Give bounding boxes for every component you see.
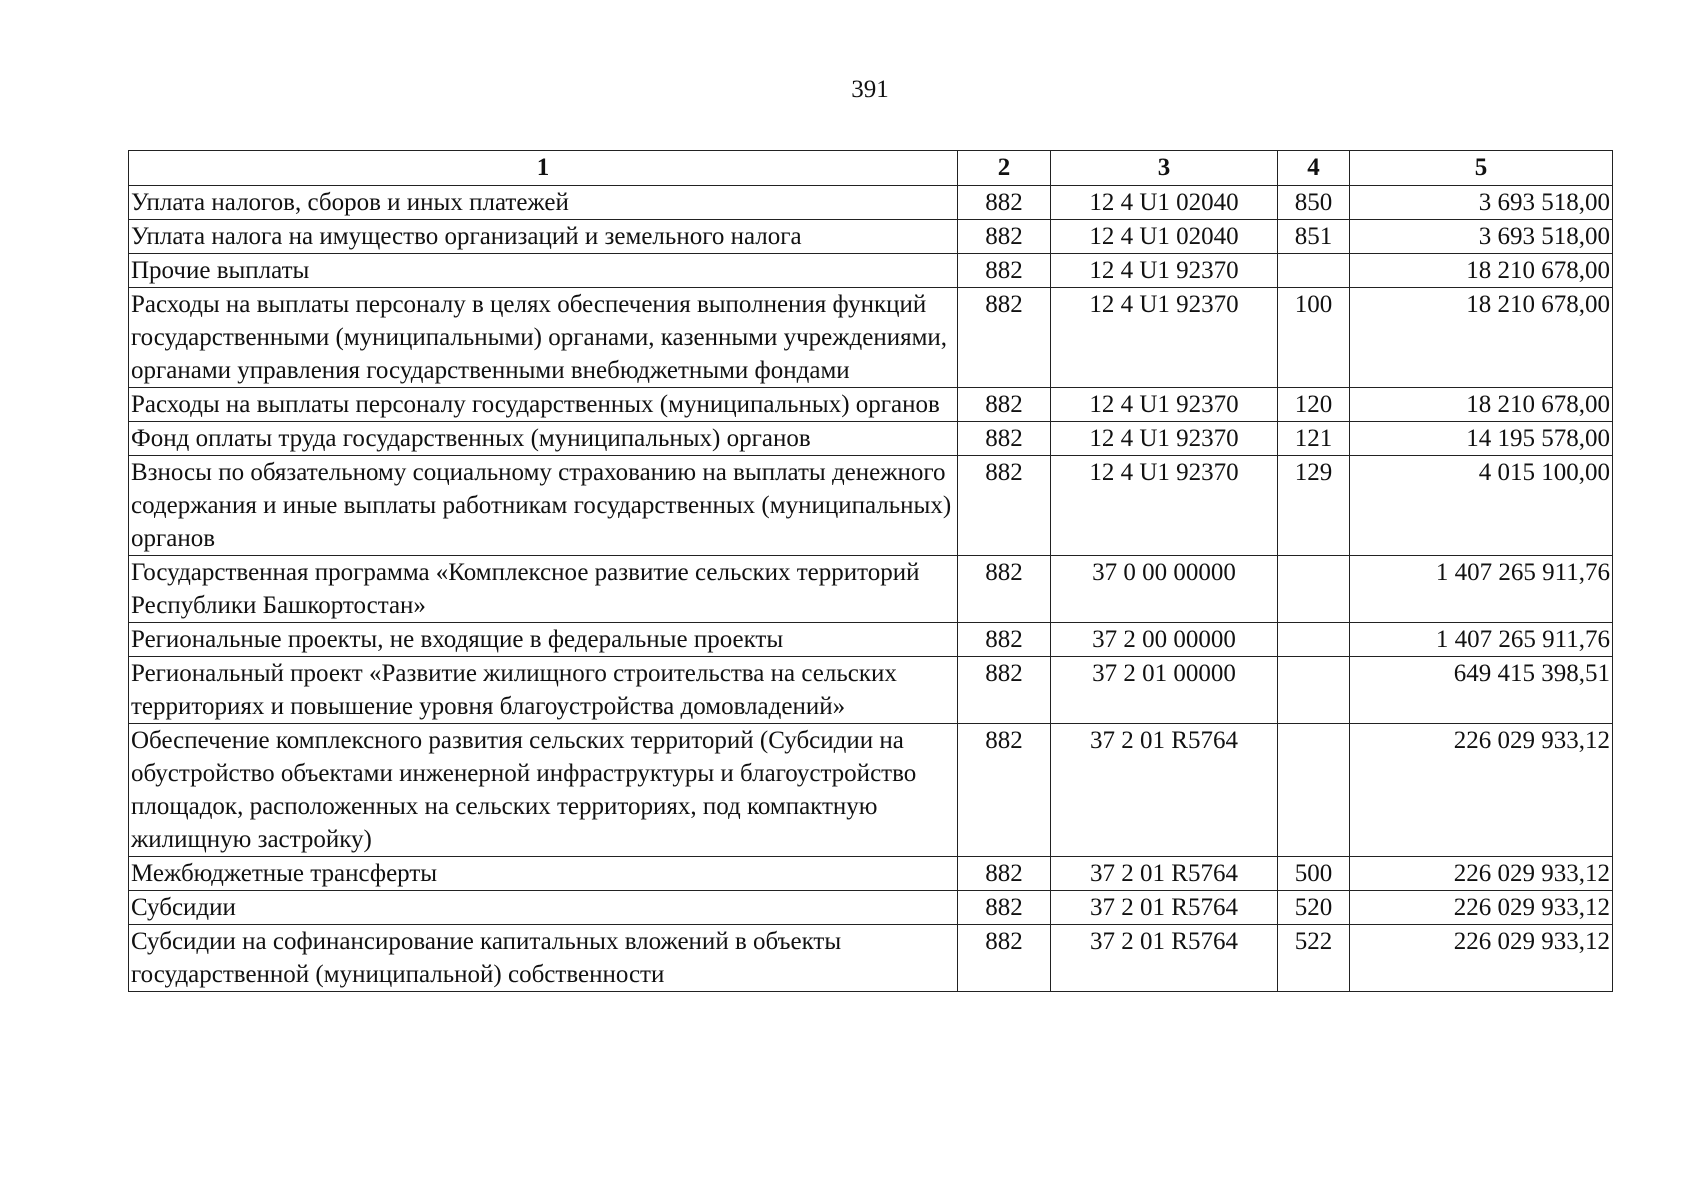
row-amount: 3 693 518,00 xyxy=(1350,220,1613,254)
row-name: Обеспечение комплексного развития сельских территорий (Субсидии на обустройство объектами инженерной инфраструктуры и благоустройство площадок, расположенных на сельских территориях, под компактную жилищную застройку) xyxy=(129,724,958,857)
row-department-code: 882 xyxy=(958,288,1051,388)
row-amount: 18 210 678,00 xyxy=(1350,388,1613,422)
row-department-code: 882 xyxy=(958,891,1051,925)
row-expense-type: 500 xyxy=(1278,857,1350,891)
table-row xyxy=(129,556,1613,623)
row-target-article: 37 2 01 00000 xyxy=(1051,657,1278,724)
row-expense-type: 100 xyxy=(1278,288,1350,388)
column-header-4: 4 xyxy=(1278,151,1350,186)
row-department-code: 882 xyxy=(958,857,1051,891)
row-expense-type: 520 xyxy=(1278,891,1350,925)
row-target-article: 37 2 01 R5764 xyxy=(1051,891,1278,925)
page-number: 391 xyxy=(851,76,889,103)
row-target-article: 12 4 U1 92370 xyxy=(1051,422,1278,456)
row-amount: 1 407 265 911,76 xyxy=(1350,623,1613,657)
row-name: Региональные проекты, не входящие в федеральные проекты xyxy=(129,623,958,657)
budget-table xyxy=(128,150,1613,992)
row-target-article: 12 4 U1 02040 xyxy=(1051,220,1278,254)
row-department-code: 882 xyxy=(958,220,1051,254)
row-expense-type: 120 xyxy=(1278,388,1350,422)
table-row xyxy=(129,657,1613,724)
row-target-article: 37 2 01 R5764 xyxy=(1051,857,1278,891)
row-target-article: 12 4 U1 02040 xyxy=(1051,186,1278,220)
row-name: Межбюджетные трансферты xyxy=(129,857,958,891)
row-department-code: 882 xyxy=(958,254,1051,288)
row-target-article: 12 4 U1 92370 xyxy=(1051,456,1278,556)
row-target-article: 12 4 U1 92370 xyxy=(1051,288,1278,388)
row-target-article: 37 2 01 R5764 xyxy=(1051,925,1278,992)
row-name: Расходы на выплаты персоналу в целях обеспечения выполнения функций государственными (муниципальными) органами, казенными учреждениями, органами управления государственными внебюджетными фондами xyxy=(129,288,958,388)
table-row xyxy=(129,724,1613,857)
row-amount: 226 029 933,12 xyxy=(1350,857,1613,891)
row-name: Региональный проект «Развитие жилищного строительства на сельских территориях и повышение уровня благоустройства домовладений» xyxy=(129,657,958,724)
table-row xyxy=(129,388,1613,422)
table-row xyxy=(129,422,1613,456)
row-name: Субсидии на софинансирование капитальных вложений в объекты государственной (муниципальной) собственности xyxy=(129,925,958,992)
row-expense-type xyxy=(1278,724,1350,857)
row-department-code: 882 xyxy=(958,556,1051,623)
row-name: Взносы по обязательному социальному страхованию на выплаты денежного содержания и иные выплаты работникам государственных (муниципальных) органов xyxy=(129,456,958,556)
row-expense-type xyxy=(1278,623,1350,657)
table-row xyxy=(129,623,1613,657)
row-department-code: 882 xyxy=(958,623,1051,657)
row-target-article: 37 2 00 00000 xyxy=(1051,623,1278,657)
row-amount: 14 195 578,00 xyxy=(1350,422,1613,456)
table-row xyxy=(129,891,1613,925)
row-target-article: 12 4 U1 92370 xyxy=(1051,388,1278,422)
row-target-article: 37 0 00 00000 xyxy=(1051,556,1278,623)
table-row xyxy=(129,254,1613,288)
row-name: Государственная программа «Комплексное развитие сельских территорий Республики Башкортостан» xyxy=(129,556,958,623)
row-department-code: 882 xyxy=(958,724,1051,857)
row-target-article: 37 2 01 R5764 xyxy=(1051,724,1278,857)
row-amount: 649 415 398,51 xyxy=(1350,657,1613,724)
row-name: Фонд оплаты труда государственных (муниципальных) органов xyxy=(129,422,958,456)
header-row xyxy=(129,151,1613,186)
column-header-1: 1 xyxy=(129,151,958,186)
row-expense-type: 129 xyxy=(1278,456,1350,556)
row-department-code: 882 xyxy=(958,186,1051,220)
row-department-code: 882 xyxy=(958,456,1051,556)
table-row xyxy=(129,220,1613,254)
row-name: Прочие выплаты xyxy=(129,254,958,288)
row-amount: 18 210 678,00 xyxy=(1350,288,1613,388)
row-name: Расходы на выплаты персоналу государственных (муниципальных) органов xyxy=(129,388,958,422)
row-amount: 18 210 678,00 xyxy=(1350,254,1613,288)
row-name: Уплата налога на имущество организаций и земельного налога xyxy=(129,220,958,254)
row-amount: 226 029 933,12 xyxy=(1350,891,1613,925)
row-amount: 1 407 265 911,76 xyxy=(1350,556,1613,623)
table-row xyxy=(129,186,1613,220)
row-department-code: 882 xyxy=(958,422,1051,456)
row-expense-type xyxy=(1278,657,1350,724)
table-row xyxy=(129,925,1613,992)
row-amount: 4 015 100,00 xyxy=(1350,456,1613,556)
row-expense-type xyxy=(1278,556,1350,623)
row-expense-type: 850 xyxy=(1278,186,1350,220)
row-expense-type xyxy=(1278,254,1350,288)
row-name: Субсидии xyxy=(129,891,958,925)
row-department-code: 882 xyxy=(958,925,1051,992)
row-expense-type: 851 xyxy=(1278,220,1350,254)
row-department-code: 882 xyxy=(958,657,1051,724)
row-target-article: 12 4 U1 92370 xyxy=(1051,254,1278,288)
table-row xyxy=(129,288,1613,388)
row-expense-type: 121 xyxy=(1278,422,1350,456)
table-row xyxy=(129,456,1613,556)
row-expense-type: 522 xyxy=(1278,925,1350,992)
row-amount: 3 693 518,00 xyxy=(1350,186,1613,220)
column-header-5: 5 xyxy=(1350,151,1613,186)
table-row xyxy=(129,857,1613,891)
row-amount: 226 029 933,12 xyxy=(1350,724,1613,857)
column-header-2: 2 xyxy=(958,151,1051,186)
column-header-3: 3 xyxy=(1051,151,1278,186)
row-name: Уплата налогов, сборов и иных платежей xyxy=(129,186,958,220)
row-amount: 226 029 933,12 xyxy=(1350,925,1613,992)
row-department-code: 882 xyxy=(958,388,1051,422)
